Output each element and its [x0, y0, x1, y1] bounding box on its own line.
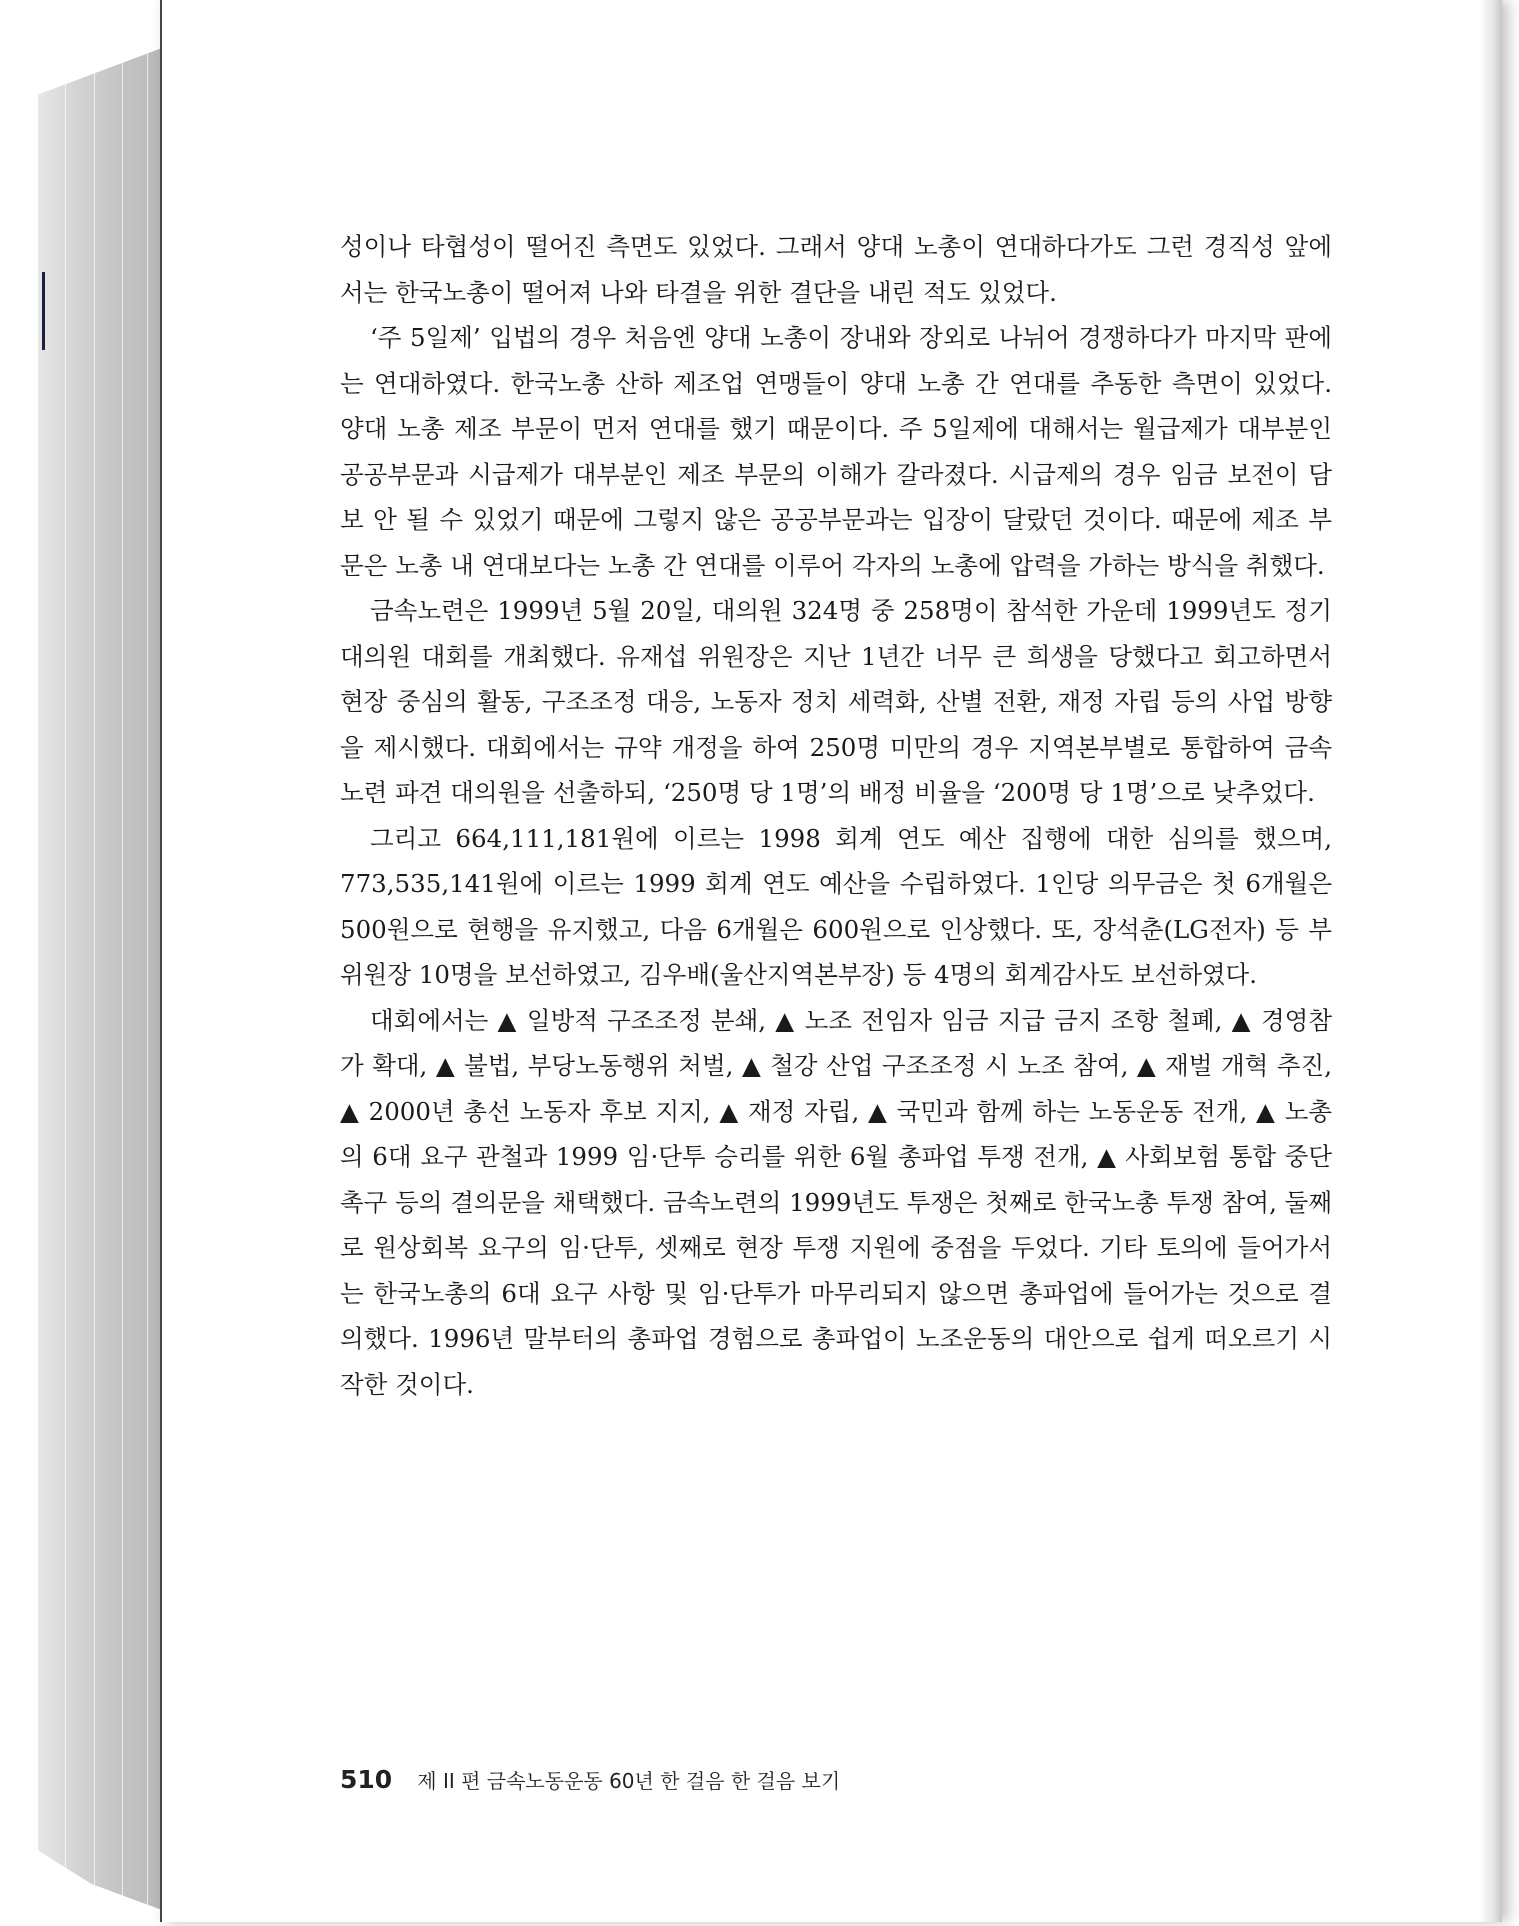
paragraph-5: 대회에서는 ▲ 일방적 구조조정 분쇄, ▲ 노조 전임자 임금 지급 금지 조항 철폐, ▲ 경영참가 확대, ▲ 불법, 부당노동행위 처벌, ▲ 철강 산업 구조조정 시 노조 참여, ▲ 재벌 개혁 추진, ▲ 2000년 총선 노동자 후보 지지, ▲ 재정 자립, ▲ 국민과 함께 하는 노동운동 전개, ▲ 노총의 6대 요구 관철과 1999 임·단투 승리를 위한 6월 총파업 투쟁 전개, ▲ 사회보험 통합 중단 촉구 등의 결의문을 채택했다. 금속노련의 1999년도 투쟁은 첫째로 한국노총 투쟁 참여, 둘째로 원상회복 요구의 임·단투, 셋째로 현장 투쟁 지원에 중점을 두었다. 기타 토의에 들어가서는 한국노총의 6대 요구 사항 및 임·단투가 마무리되지 않으면 총파업에 들어가는 것으로 결의했다. 1996년 말부터의 총파업 경험으로 총파업이 노조운동의 대안으로 쉽게 떠오르기 시작한 것이다. [340, 1005, 1332, 1399]
body-text [340, 224, 1332, 1407]
running-title: 제 II 편 금속노동운동 60년 한 걸음 한 걸음 보기 [417, 1769, 841, 1793]
paragraph-4: 그리고 664,111,181원에 이르는 1998 회계 연도 예산 집행에 대한 심의를 했으며, 773,535,141원에 이르는 1999 회계 연도 예산을 수립하였다. 1인당 의무금은 첫 6개월은 500원으로 현행을 유지했고, 다음 6개월은 600원으로 인상했다. 또, 장석춘(LG전자) 등 부위원장 10명을 보선하였고, 김우배(울산지역본부장) 등 4명의 회계감사도 보선하였다. [340, 823, 1332, 989]
page-shadow [1480, 0, 1502, 1922]
paragraph-2: ‘주 5일제’ 입법의 경우 처음엔 양대 노총이 장내와 장외로 나뉘어 경쟁하다가 마지막 판에는 연대하였다. 한국노총 산하 제조업 연맹들이 양대 노총 간 연대를 추동한 측면이 있었다. 양대 노총 제조 부문이 먼저 연대를 했기 때문이다. 주 5일제에 대해서는 월급제가 대부분인 공공부문과 시급제가 대부분인 제조 부문의 이해가 갈라졌다. 시급제의 경우 임금 보전이 담보 안 될 수 있었기 때문에 그렇지 않은 공공부문과는 입장이 달랐던 것이다. 때문에 제조 부문은 노총 내 연대보다는 노총 간 연대를 이루어 각자의 노총에 압력을 가하는 방식을 취했다. [340, 323, 1332, 580]
edge-bookmark-mark [42, 272, 45, 350]
page-footer [340, 1765, 840, 1794]
paragraph-1: 성이나 타협성이 떨어진 측면도 있었다. 그래서 양대 노총이 연대하다가도 그런 경직성 앞에서는 한국노총이 떨어져 나와 타결을 위한 결단을 내린 적도 있었다. [340, 232, 1332, 307]
book-page-edges [38, 48, 162, 1910]
page-number: 510 [340, 1765, 393, 1794]
paragraph-3: 금속노련은 1999년 5월 20일, 대의원 324명 중 258명이 참석한 가운데 1999년도 정기대의원 대회를 개최했다. 유재섭 위원장은 지난 1년간 너무 큰 희생을 당했다고 회고하면서 현장 중심의 활동, 구조조정 대응, 노동자 정치 세력화, 산별 전환, 재정 자립 등의 사업 방향을 제시했다. 대회에서는 규약 개정을 하여 250명 미만의 경우 지역본부별로 통합하여 금속노련 파견 대의원을 선출하되, ‘250명 당 1명’의 배정 비율을 ‘200명 당 1명’으로 낮추었다. [340, 596, 1332, 807]
